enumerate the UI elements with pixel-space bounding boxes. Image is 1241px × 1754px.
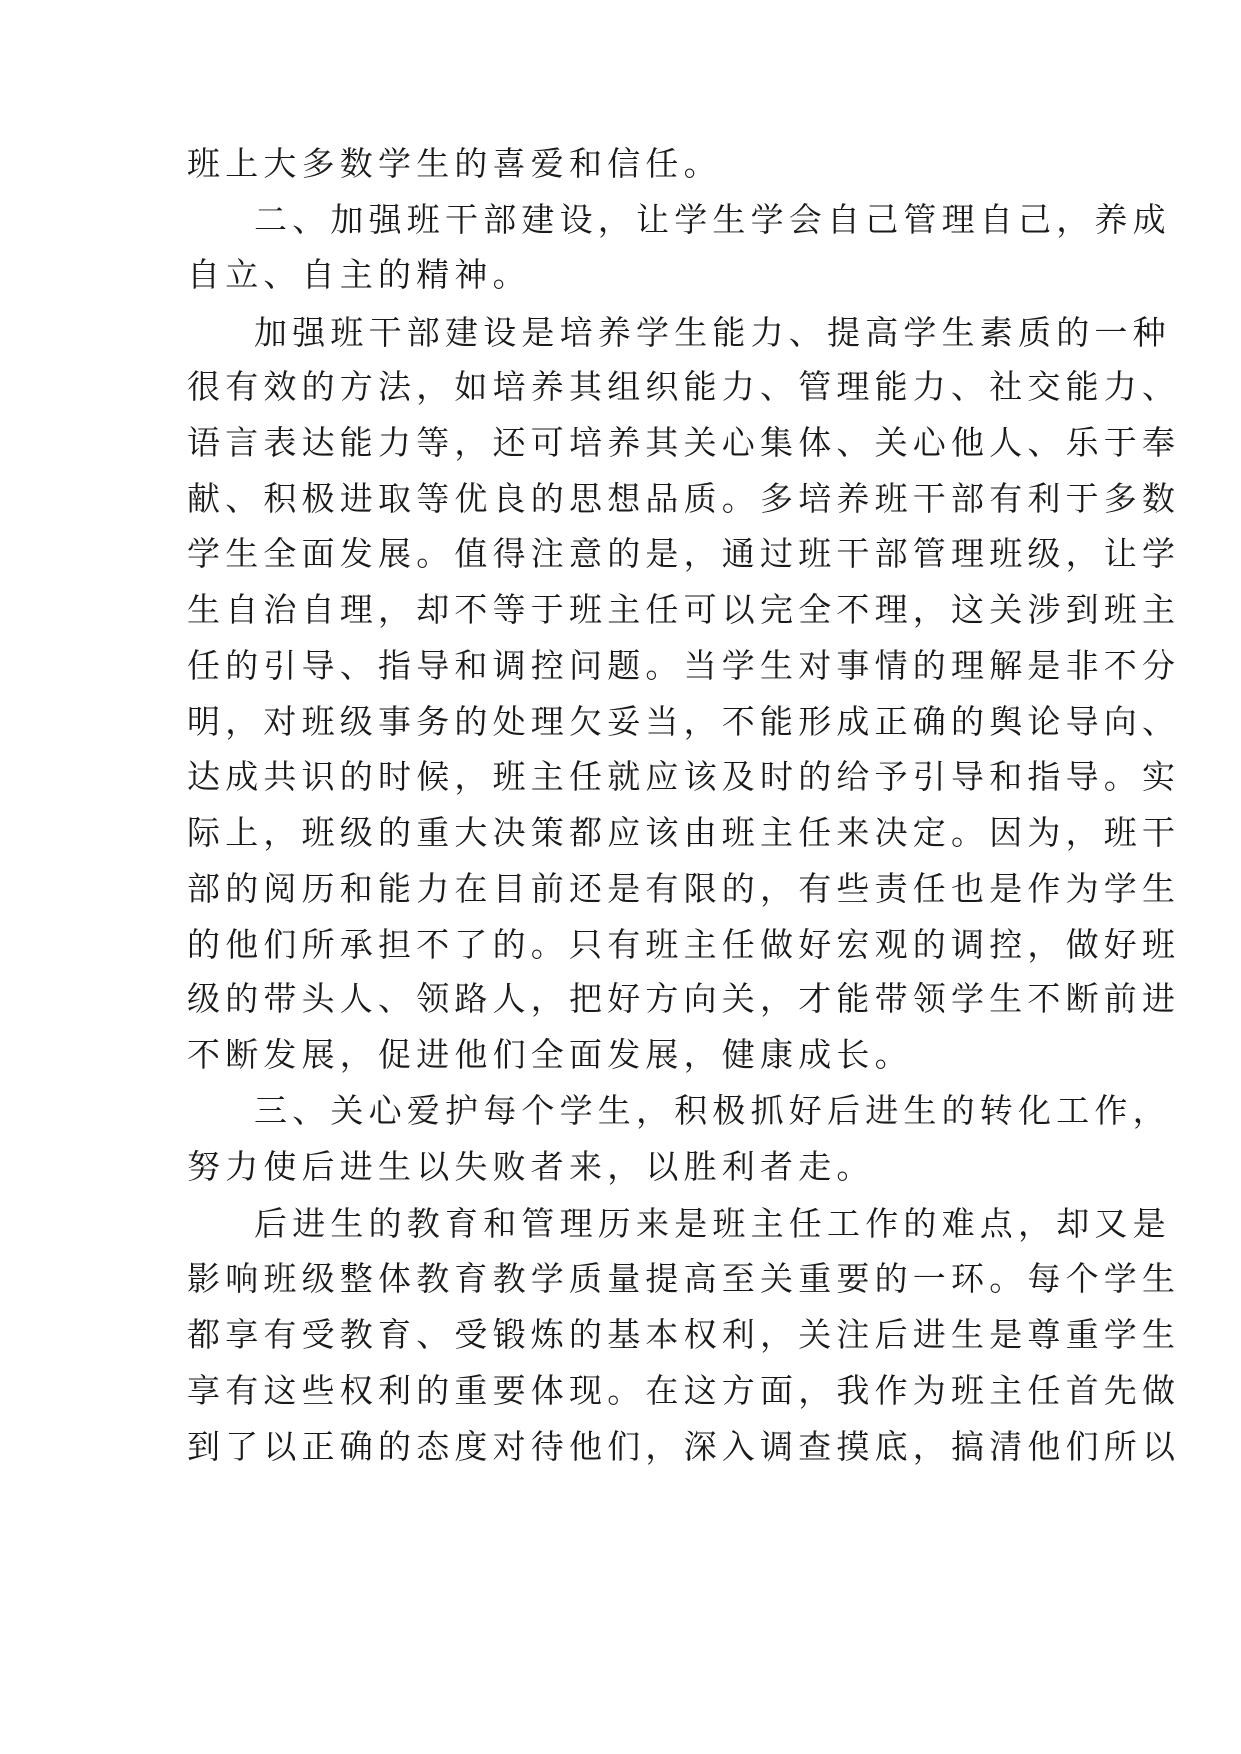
section-heading-line: 努力使后进生以失败者来，以胜利者走。 (187, 1147, 875, 1186)
text-line: 加强班干部建设是培养学生能力、提高学生素质的一种 (254, 313, 1171, 352)
text-line: 部的阅历和能力在目前还是有限的，有些责任也是作为学生 (187, 869, 1181, 908)
text-line: 到了以正确的态度对待他们，深入调查摸底，搞清他们所以 (187, 1427, 1181, 1466)
text-line: 不断发展，促进他们全面发展，健康成长。 (187, 1035, 913, 1074)
section-heading-line: 自立、自主的精神。 (187, 255, 531, 294)
text-line: 达成共识的时候，班主任就应该及时的给予引导和指导。实 (187, 757, 1181, 796)
text-line: 语言表达能力等，还可培养其关心集体、关心他人、乐于奉 (187, 423, 1181, 462)
text-line: 很有效的方法，如培养其组织能力、管理能力、社交能力、 (187, 367, 1181, 406)
text-line: 都享有受教育、受锻炼的基本权利，关注后进生是尊重学生 (187, 1315, 1181, 1354)
text-line: 后进生的教育和管理历来是班主任工作的难点，却又是 (254, 1204, 1171, 1243)
text-line: 享有这些权利的重要体现。在这方面，我作为班主任首先做 (187, 1371, 1181, 1410)
text-line: 的他们所承担不了的。只有班主任做好宏观的调控，做好班 (187, 925, 1181, 964)
text-line: 班上大多数学生的喜爱和信任。 (187, 144, 722, 183)
text-line: 级的带头人、领路人，把好方向关，才能带领学生不断前进 (187, 979, 1181, 1018)
text-line: 明，对班级事务的处理欠妥当，不能形成正确的舆论导向、 (187, 702, 1181, 741)
text-line: 际上，班级的重大决策都应该由班主任来决定。因为，班干 (187, 813, 1181, 852)
text-line: 生自治自理，却不等于班主任可以完全不理，这关涉到班主 (187, 590, 1181, 629)
text-line: 学生全面发展。值得注意的是，通过班干部管理班级，让学 (187, 534, 1181, 573)
section-heading-line: 三、关心爱护每个学生，积极抓好后进生的转化工作， (254, 1091, 1171, 1130)
text-line: 影响班级整体教育教学质量提高至关重要的一环。每个学生 (187, 1259, 1181, 1298)
text-line: 任的引导、指导和调控问题。当学生对事情的理解是非不分 (187, 646, 1181, 685)
text-line: 献、积极进取等优良的思想品质。多培养班干部有利于多数 (187, 479, 1181, 518)
section-heading-line: 二、加强班干部建设，让学生学会自己管理自己，养成 (254, 200, 1171, 239)
